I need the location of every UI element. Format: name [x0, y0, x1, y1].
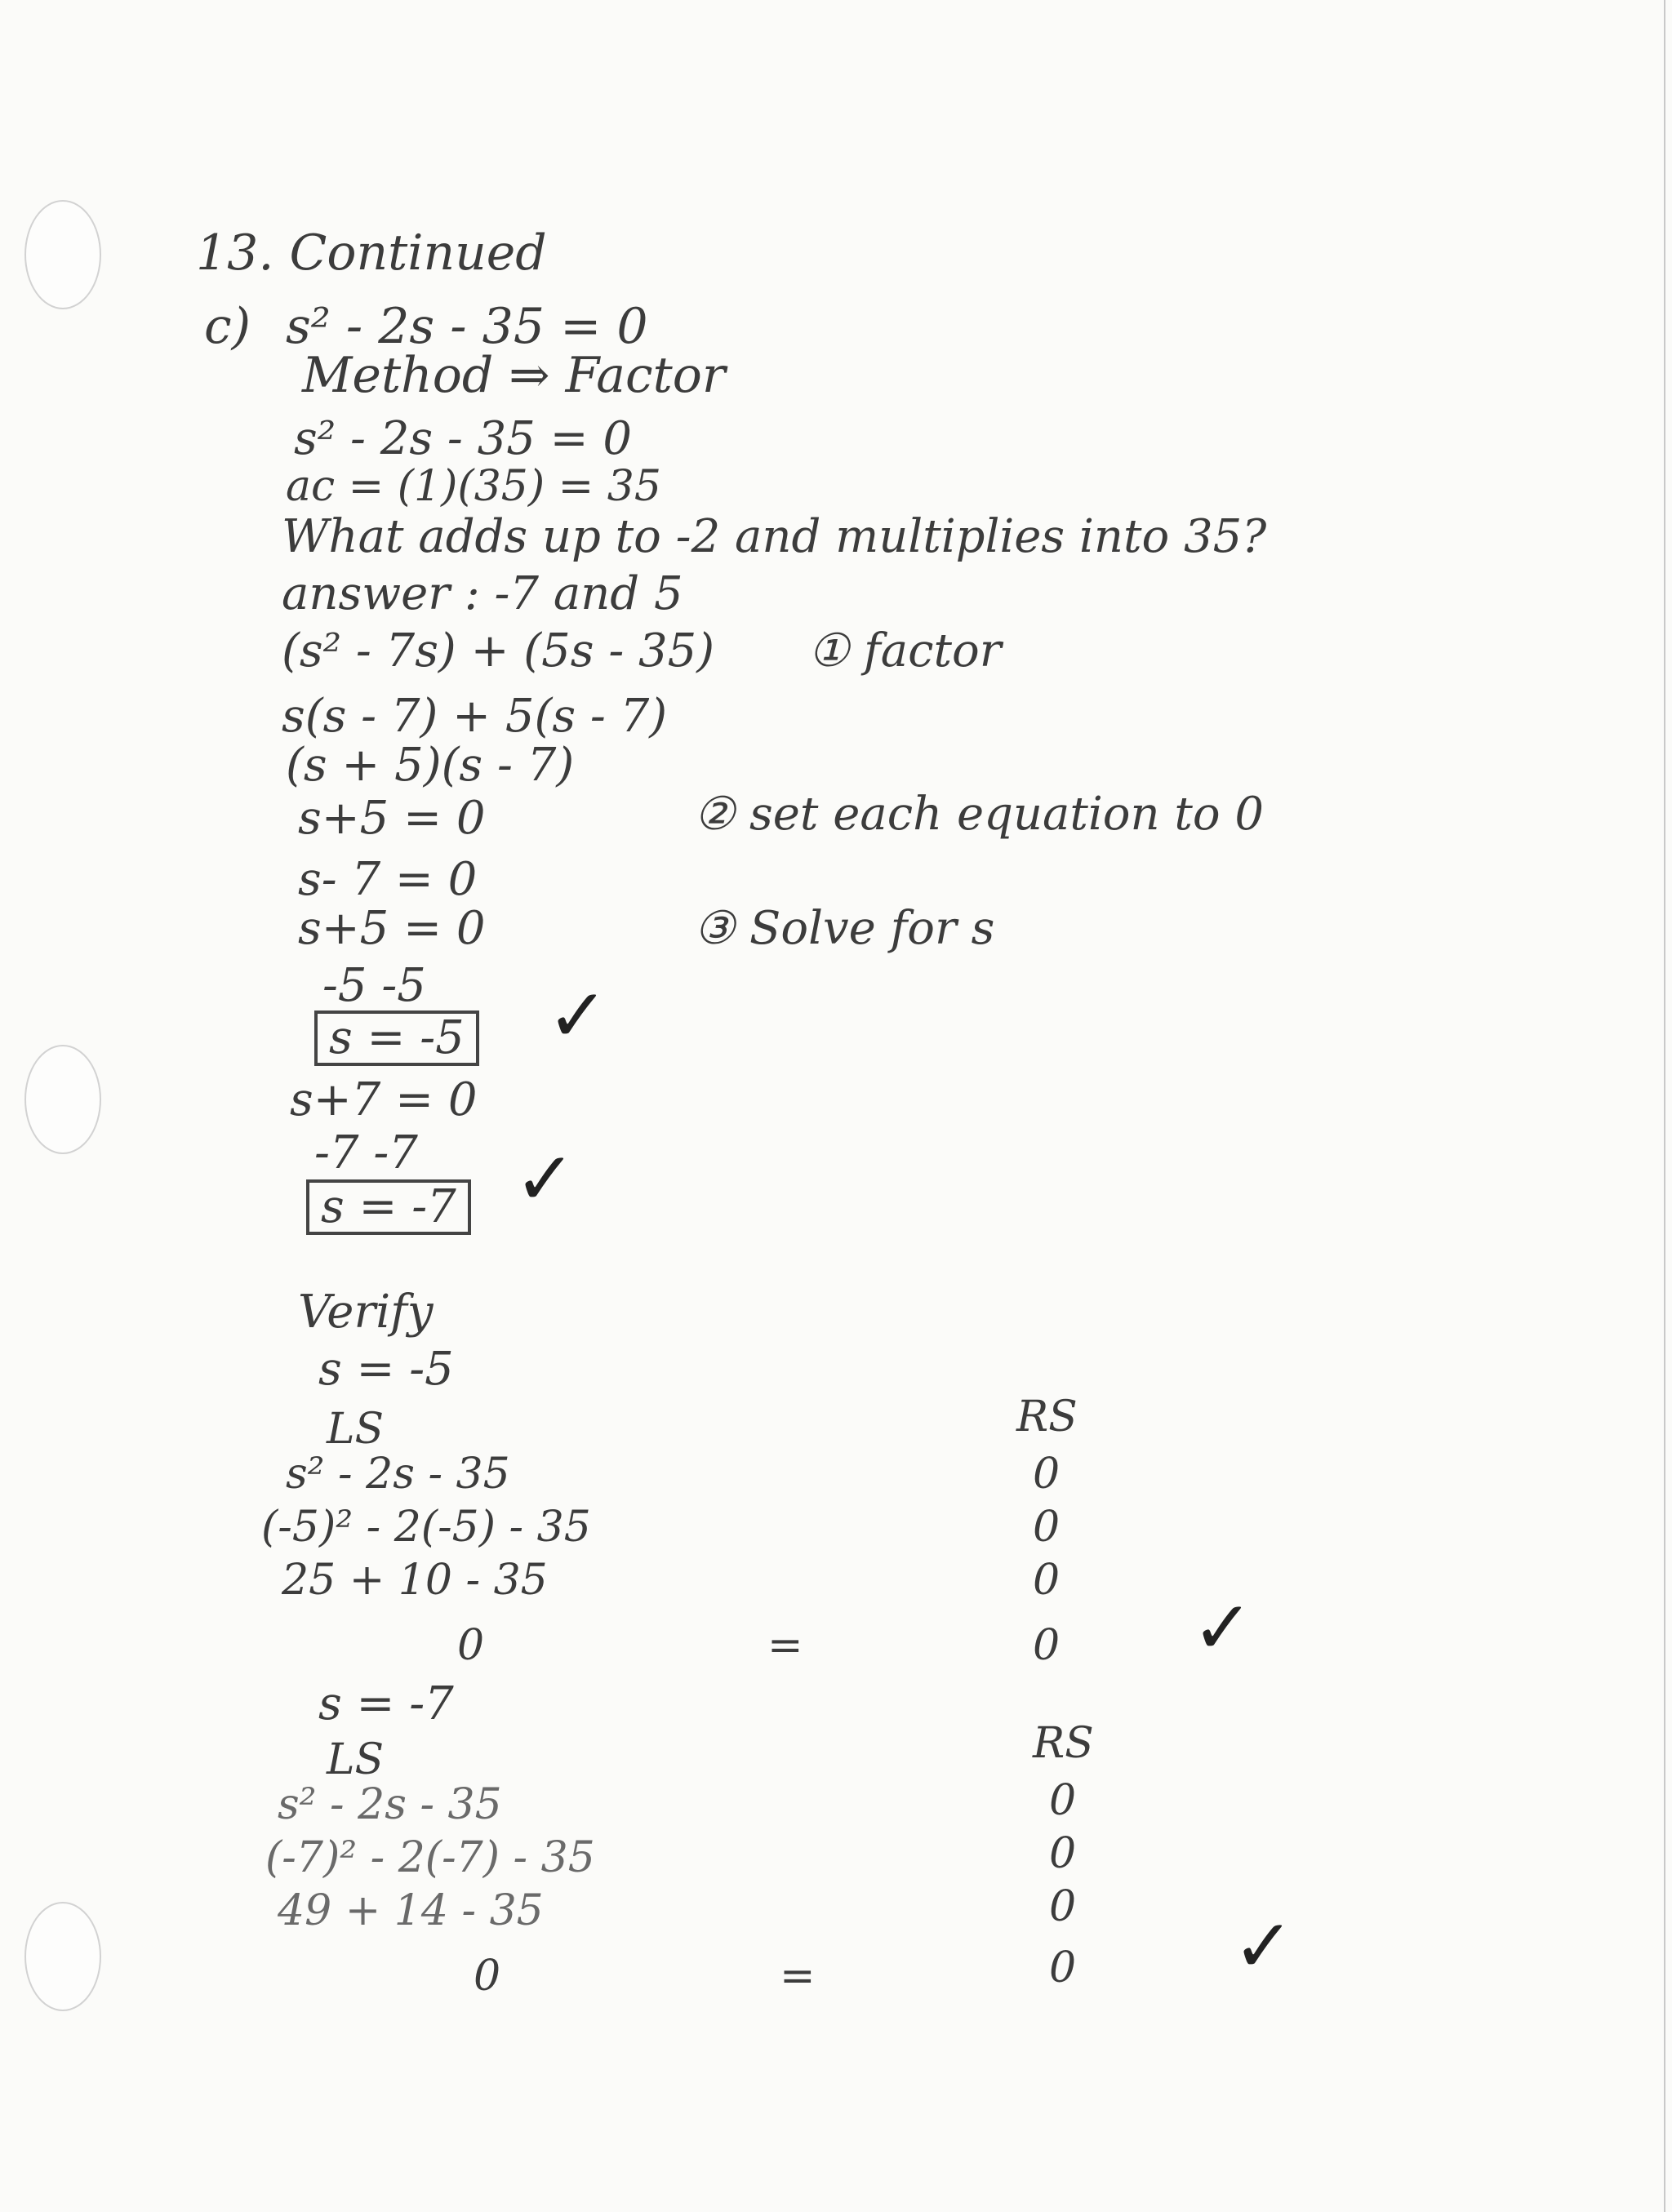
- verify2-rs-label: RS: [1033, 1719, 1094, 1768]
- verify1-rs-label: RS: [1016, 1392, 1078, 1441]
- verify2-ls-line: s² - 2s - 35: [278, 1780, 502, 1829]
- solve2-line-1: s+7 = 0: [290, 1073, 478, 1126]
- factor-line-2: (s + 5)(s - 7): [286, 739, 575, 792]
- verify1-ls-line: (-5)² - 2(-5) - 35: [261, 1503, 591, 1552]
- verify1-ls-line: 0: [457, 1621, 485, 1670]
- binder-hole: [24, 200, 101, 309]
- part-label: c): [204, 298, 251, 355]
- verify2-ls-line: 49 + 14 - 35: [278, 1886, 544, 1935]
- verify1-value: s = -5: [318, 1343, 454, 1396]
- verify2-equals: =: [780, 1952, 816, 2001]
- page-edge: [1664, 0, 1665, 2212]
- verify-title: Verify: [298, 1286, 434, 1339]
- verify2-ls-label: LS: [327, 1735, 385, 1784]
- solution-box-2: s = -7: [306, 1179, 471, 1235]
- verify2-ls-line: (-7)² - 2(-7) - 35: [265, 1833, 595, 1882]
- step2-note: ② set each equation to 0: [694, 788, 1265, 841]
- check-mark: ✓: [547, 973, 609, 1059]
- solution-box-1: s = -5: [314, 1011, 479, 1066]
- verify1-ls-label: LS: [327, 1405, 385, 1454]
- verify1-rs-line: 0: [1033, 1450, 1061, 1499]
- factor-line-1: s(s - 7) + 5(s - 7): [282, 690, 668, 743]
- check-mark: ✓: [514, 1136, 576, 1222]
- check-mark: ✓: [1192, 1585, 1254, 1671]
- verify1-rs-line: 0: [1033, 1621, 1061, 1670]
- verify2-rs-line: 0: [1049, 1776, 1077, 1825]
- verify1-equals: =: [767, 1621, 803, 1670]
- binder-hole: [24, 1045, 101, 1154]
- grouping-expression: (s² - 7s) + (5s - 35): [282, 624, 715, 677]
- method-line: Method ⇒ Factor: [302, 347, 726, 404]
- verify2-rs-line: 0: [1049, 1943, 1077, 1992]
- verify1-ls-line: s² - 2s - 35: [286, 1450, 510, 1499]
- step1-note: ① factor: [808, 624, 1002, 677]
- verify2-value: s = -7: [318, 1677, 454, 1730]
- set-line-2: s- 7 = 0: [298, 853, 478, 906]
- question-line: What adds up to -2 and multiplies into 35?: [282, 510, 1267, 563]
- problem-heading: 13. Continued: [196, 224, 547, 282]
- verify2-rs-line: 0: [1049, 1829, 1077, 1878]
- verify2-rs-line: 0: [1049, 1882, 1077, 1931]
- equation: s² - 2s - 35 = 0: [286, 298, 648, 355]
- verify1-rs-line: 0: [1033, 1556, 1061, 1605]
- verify1-ls-line: 25 + 10 - 35: [282, 1556, 548, 1605]
- check-mark: ✓: [1233, 1903, 1295, 1989]
- verify1-rs-line: 0: [1033, 1503, 1061, 1552]
- verify2-ls-line: 0: [474, 1952, 501, 2001]
- answer-line: answer : -7 and 5: [282, 567, 683, 620]
- solve2-line-2: -7 -7: [314, 1126, 418, 1179]
- binder-hole: [24, 1902, 101, 2011]
- ac-line: ac = (1)(35) = 35: [286, 462, 661, 511]
- equation-repeat: s² - 2s - 35 = 0: [294, 412, 633, 465]
- solve1-line-1: s+5 = 0: [298, 902, 486, 955]
- step3-note: ③ Solve for s: [694, 902, 995, 955]
- set-line-1: s+5 = 0: [298, 792, 486, 845]
- solve1-line-2: -5 -5: [322, 959, 426, 1012]
